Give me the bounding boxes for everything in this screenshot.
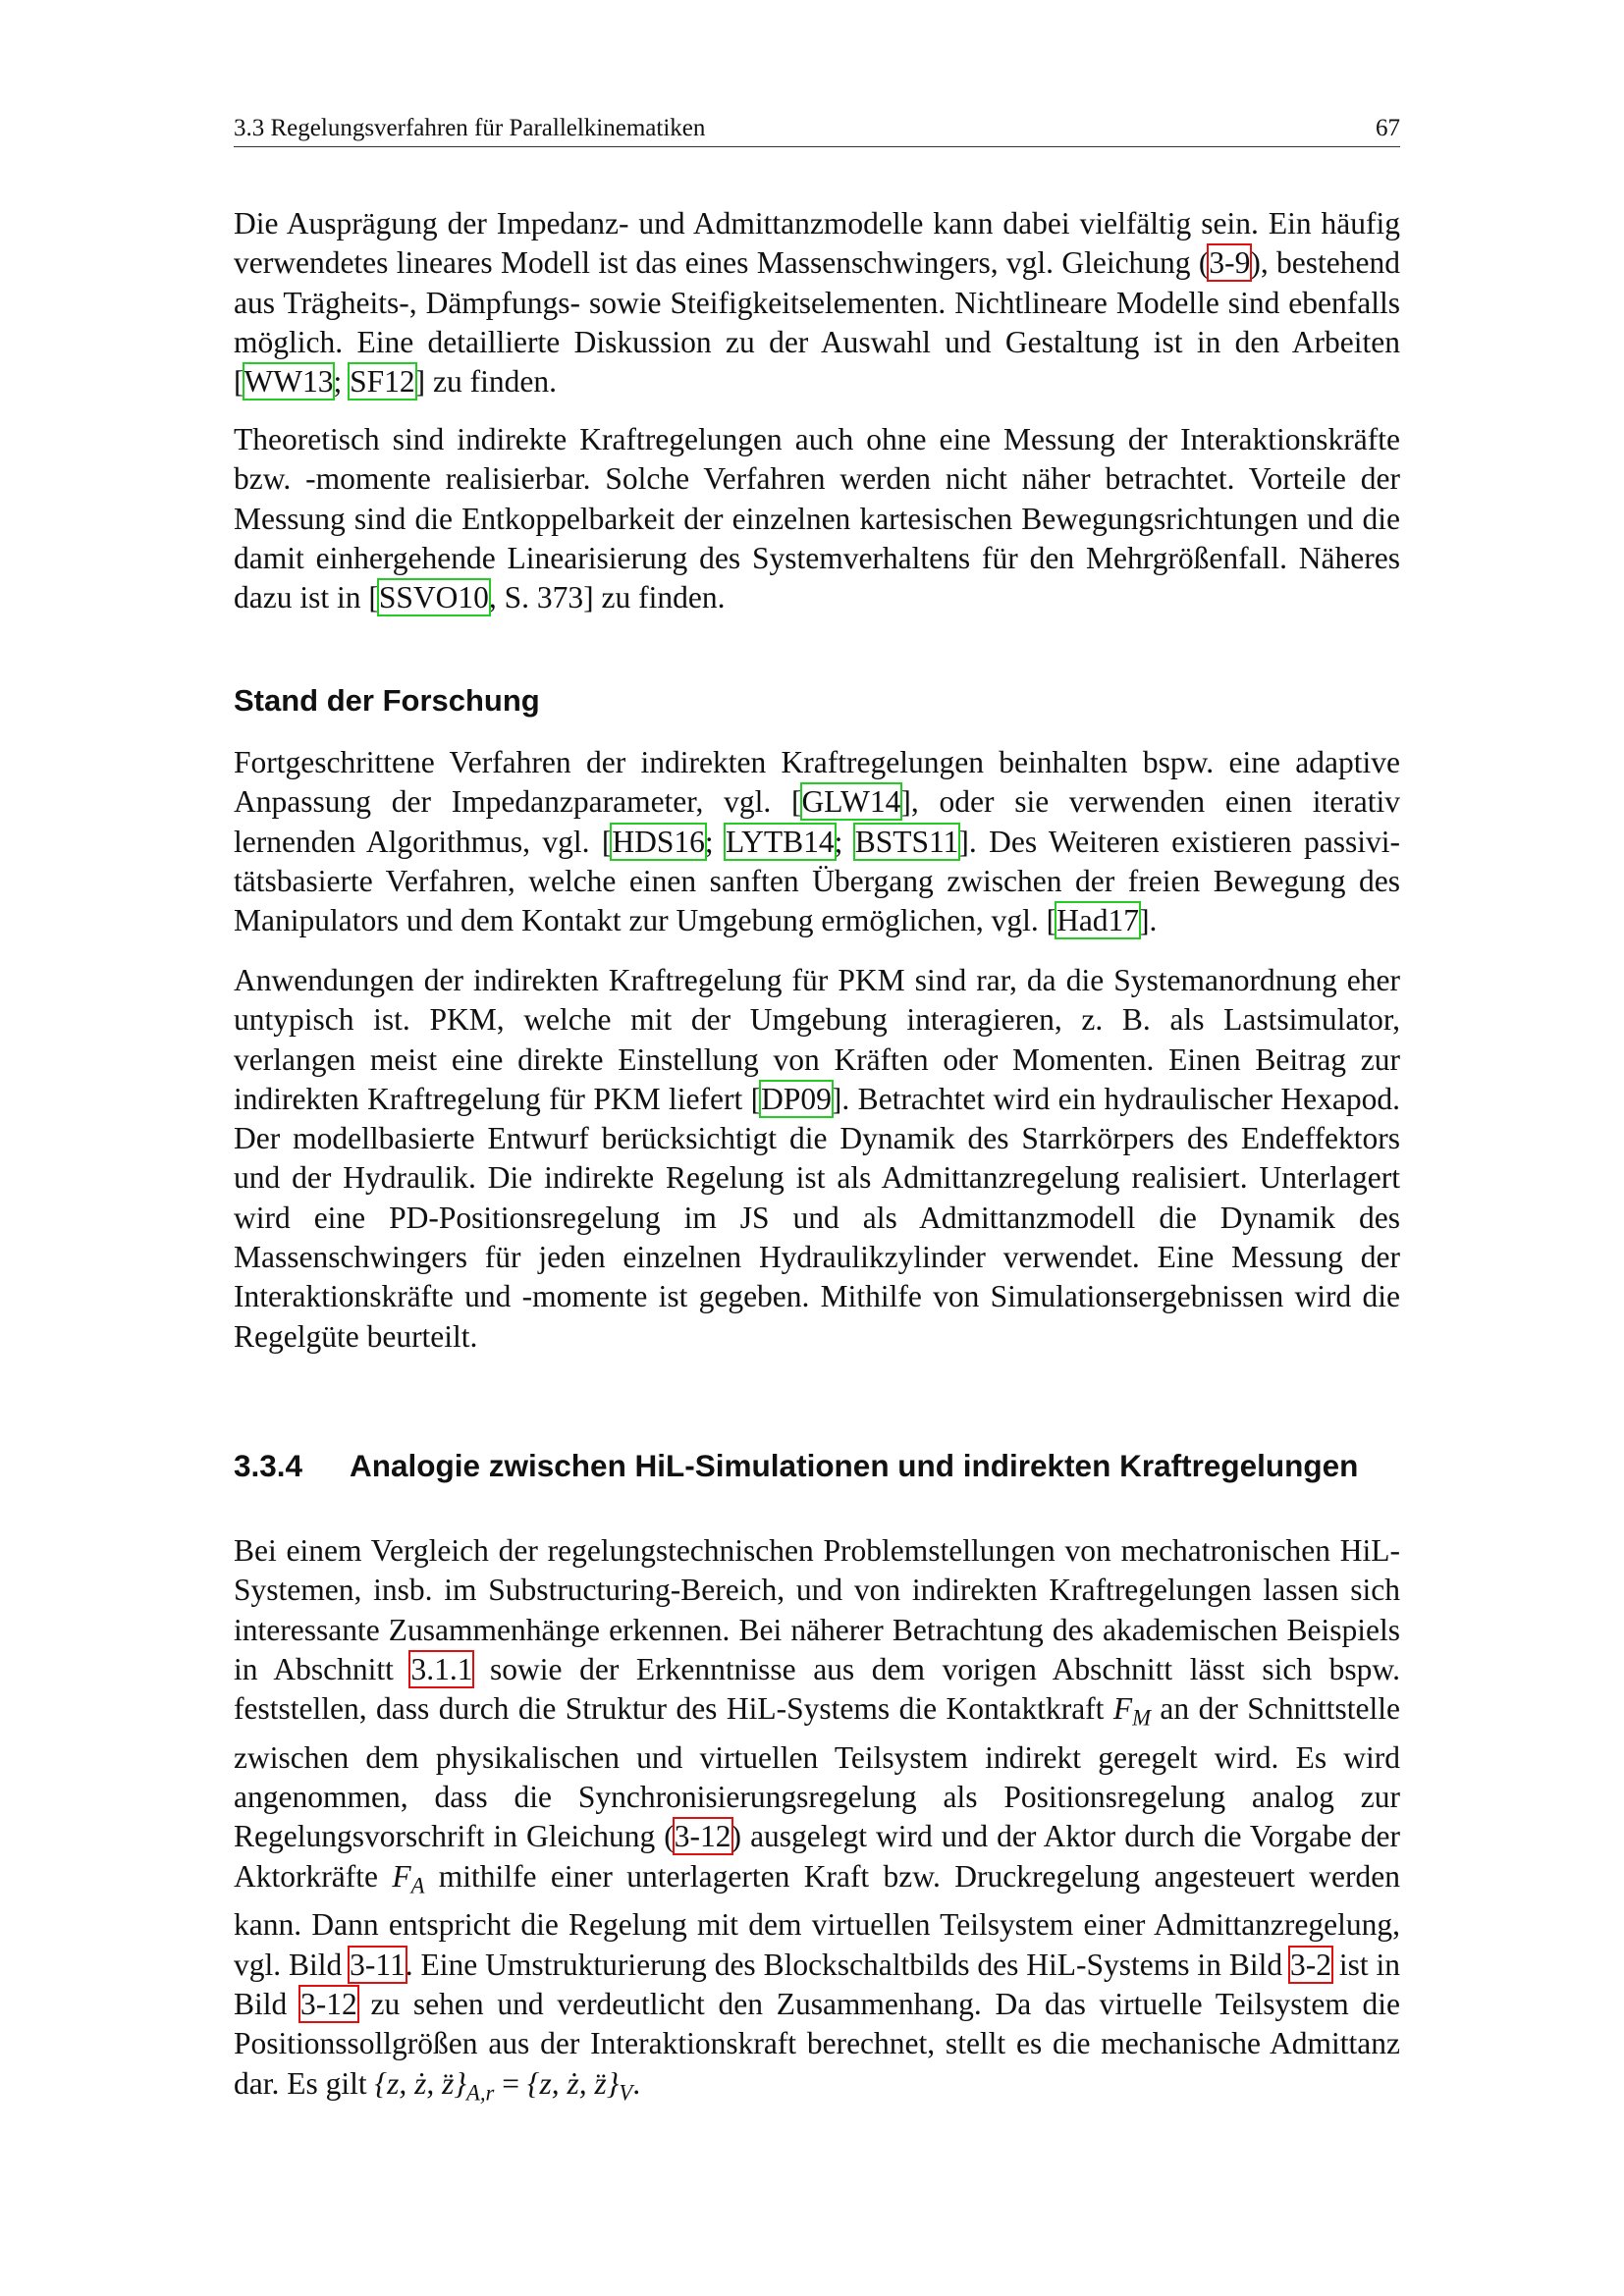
math-var-f: F: [392, 1858, 411, 1894]
text-run: .: [632, 2065, 641, 2101]
citation-link-dp09[interactable]: DP09: [761, 1081, 832, 1116]
paragraph-hil-analogy: [234, 1531, 1400, 2112]
text-run: Anwendungen der indirekten Kraftregelung für PKM sind rar, da die Systemanordnung eher untypisch ist. PKM, welche mit der Umgebung interagieren, z. B. als Lastsimulator, verlangen meist eine direkte Einstellung von Kräften oder Momenten. Einen Beitrag zur indirekten Kraftregelung für PKM liefert [: [234, 963, 1400, 1116]
paragraph-text: [234, 961, 1400, 1357]
citation-link-sf12[interactable]: SF12: [350, 364, 415, 400]
text-run: ].: [1139, 903, 1158, 938]
paragraph-advanced-methods: [234, 743, 1400, 940]
math-subscript-m: M: [1132, 1705, 1151, 1731]
citation-link-had17[interactable]: Had17: [1056, 903, 1140, 938]
text-run: Fortgeschrittene Verfahren der indirekten Kraftregelungen beinhalten bspw. eine adaptive Anpassung der Impedanzparameter, vgl. [: [234, 745, 1400, 820]
text-run: zu sehen und verdeutlicht den Zusammenhang. Da das virtuelle Teilsystem die Positionssollgrößen aus der Interaktionskraft berechnet, stellt es die mechanische Admittanz dar. Es gilt: [234, 1986, 1401, 2101]
text-run: ], oder sie verwenden einen iterativ lernenden Algorithmus, vgl. [: [234, 784, 1401, 859]
text-run: ) ausgelegt wird und der Aktor durch die Vorgabe der Aktorkräfte: [234, 1819, 1400, 1894]
equation-link-3-9[interactable]: 3-9: [1209, 245, 1251, 281]
section-title: Analogie zwischen HiL-Simulationen und indirekten Kraftregelungen: [350, 1448, 1359, 1483]
paragraph-pkm-applications: [234, 961, 1400, 1357]
figure-link-3-2[interactable]: 3-2: [1289, 1947, 1331, 1982]
math-var-f: F: [1112, 1691, 1133, 1727]
citation-link-ww13[interactable]: WW13: [244, 364, 334, 400]
text-run: ] zu finden.: [414, 364, 557, 400]
running-header: [234, 111, 1400, 147]
text-run: mithilfe einer unterlagerten Kraft bzw. Druckregelung angesteuert werden kann. Dann entspricht die Regelung mit dem virtuellen Teilsystem einer Admittanzregelung, vgl. Bild: [234, 1858, 1401, 1982]
text-run: an der Schnittstelle zwischen dem physikalischen und virtuellen Teilsystem indirekt geregelt wird. Es wird angenommen, dass die Synchronisierungsregelung als Positionsregelung analog zur Regelungsvorschrift in Gleichung (: [234, 1691, 1400, 1854]
figure-link-3-12[interactable]: 3-12: [300, 1986, 357, 2021]
paragraph-text: [234, 420, 1400, 617]
text-run: ;: [704, 824, 726, 859]
citation-link-ssvo10[interactable]: SSVO10: [378, 580, 489, 615]
text-run: . Eine Umstrukturierung des Blockschaltbilds des HiL-Systems in Bild: [405, 1947, 1290, 1982]
text-run: ;: [834, 824, 855, 859]
text-run: ]. Des Weiteren existieren passivitätsbasierte Verfahren, welche einen sanften Übergang zwischen der freien Bewegung des Manipulators und dem Kontakt zur Umgebung ermöglichen, vgl. [: [234, 824, 1400, 938]
math-set-lhs: {z, ż, z̈}: [374, 2065, 466, 2101]
text-run: Bei einem Vergleich der regelungstechnischen Problemstellungen von mechatronischen HiL-Systemen, insb. im Substructuring-Bereich, und von indirekten Kraftregelungen lassen sich interessante Zusammenhänge erkennen. Bei näherer Betrachtung des akademischen Beispiels in Abschnitt: [234, 1533, 1400, 1686]
math-subscript-ar: A,r: [465, 2079, 495, 2105]
math-subscript-v: V: [619, 2079, 633, 2105]
figure-link-3-11[interactable]: 3-11: [350, 1947, 406, 1982]
paragraph-impedance-models: [234, 204, 1400, 401]
text-run: sowie der Erkenntnisse aus dem vorigen Abschnitt lässt sich bspw. feststellen, dass durch die Struktur des HiL-Systems die Kontaktkraft: [234, 1651, 1400, 1727]
citation-link-glw14[interactable]: GLW14: [801, 784, 901, 820]
subheading-stand-der-forschung: Stand der Forschung: [234, 683, 540, 718]
text-run: , S. 373] zu finden.: [488, 580, 726, 615]
citation-link-bsts11[interactable]: BSTS11: [854, 824, 959, 859]
paragraph-text: [234, 743, 1400, 940]
text-run: ]. Betrachtet wird ein hydraulischer Hexapod. Der modellbasierte Entwurf berücksichtigt die Dynamik des Starrkörpers des Endeffektors und der Hydraulik. Die indirekte Regelung ist als Admittanzregelung realisiert. Unterlagert wird eine PD-Positionsregelung im JS und als Admittanzmodell die Dynamik des Massenschwingers für jeden einzelnen Hydraulikzylinder verwendet. Eine Messung der Interaktionskräfte und -momente ist gegeben. Mithilfe von Simulationsergebnissen wird die Regelgüte beurteilt.: [234, 1081, 1400, 1354]
section-number: 3.3.4: [234, 1448, 303, 1483]
section-link-3-1-1[interactable]: 3.1.1: [410, 1651, 473, 1686]
math-set-rhs: {z, ż, z̈}: [526, 2065, 620, 2101]
text-run: ist in Bild: [234, 1947, 1400, 2021]
section-heading-3-3-4: [234, 1446, 1400, 1485]
page-number: 67: [1376, 115, 1400, 141]
text-run: Theoretisch sind indirekte Kraftregelungen auch ohne eine Messung der Interaktionskräfte bzw. -momente realisierbar. Solche Verfahren werden nicht näher betrachtet. Vorteile der Messung sind die Entkoppelbarkeit der einzelnen kartesischen Bewegungsrichtungen und die damit einhergehende Linearisierung des Systemverhaltens für den Mehrgrößenfall. Näheres dazu ist in [: [234, 422, 1400, 615]
citation-link-hds16[interactable]: HDS16: [612, 824, 705, 859]
text-run: Die Ausprägung der Impedanz- und Admittanzmodelle kann dabei vielfältig sein. Ein häufig verwendetes lineares Modell ist das eines Massenschwingers, vgl. Gleichung (: [234, 206, 1400, 281]
running-header-title: 3.3 Regelungsverfahren für Parallelkinematiken: [234, 115, 706, 141]
text-run: ), bestehend aus Trägheits-, Dämpfungs- sowie Steifigkeitselementen. Nichtlineare Modelle sind ebenfalls möglich. Eine detaillierte Diskussion zu der Auswahl und Gestaltung ist in den Arbeiten [: [234, 245, 1400, 400]
paragraph-text: [234, 1531, 1400, 2112]
text-run: ;: [333, 364, 351, 400]
math-equals: =: [494, 2065, 527, 2101]
paragraph-text: [234, 204, 1400, 401]
math-subscript-a: A: [410, 1873, 425, 1898]
equation-link-3-12[interactable]: 3-12: [674, 1819, 731, 1854]
citation-link-lytb14[interactable]: LYTB14: [725, 824, 835, 859]
paragraph-theoretical-control: [234, 420, 1400, 617]
